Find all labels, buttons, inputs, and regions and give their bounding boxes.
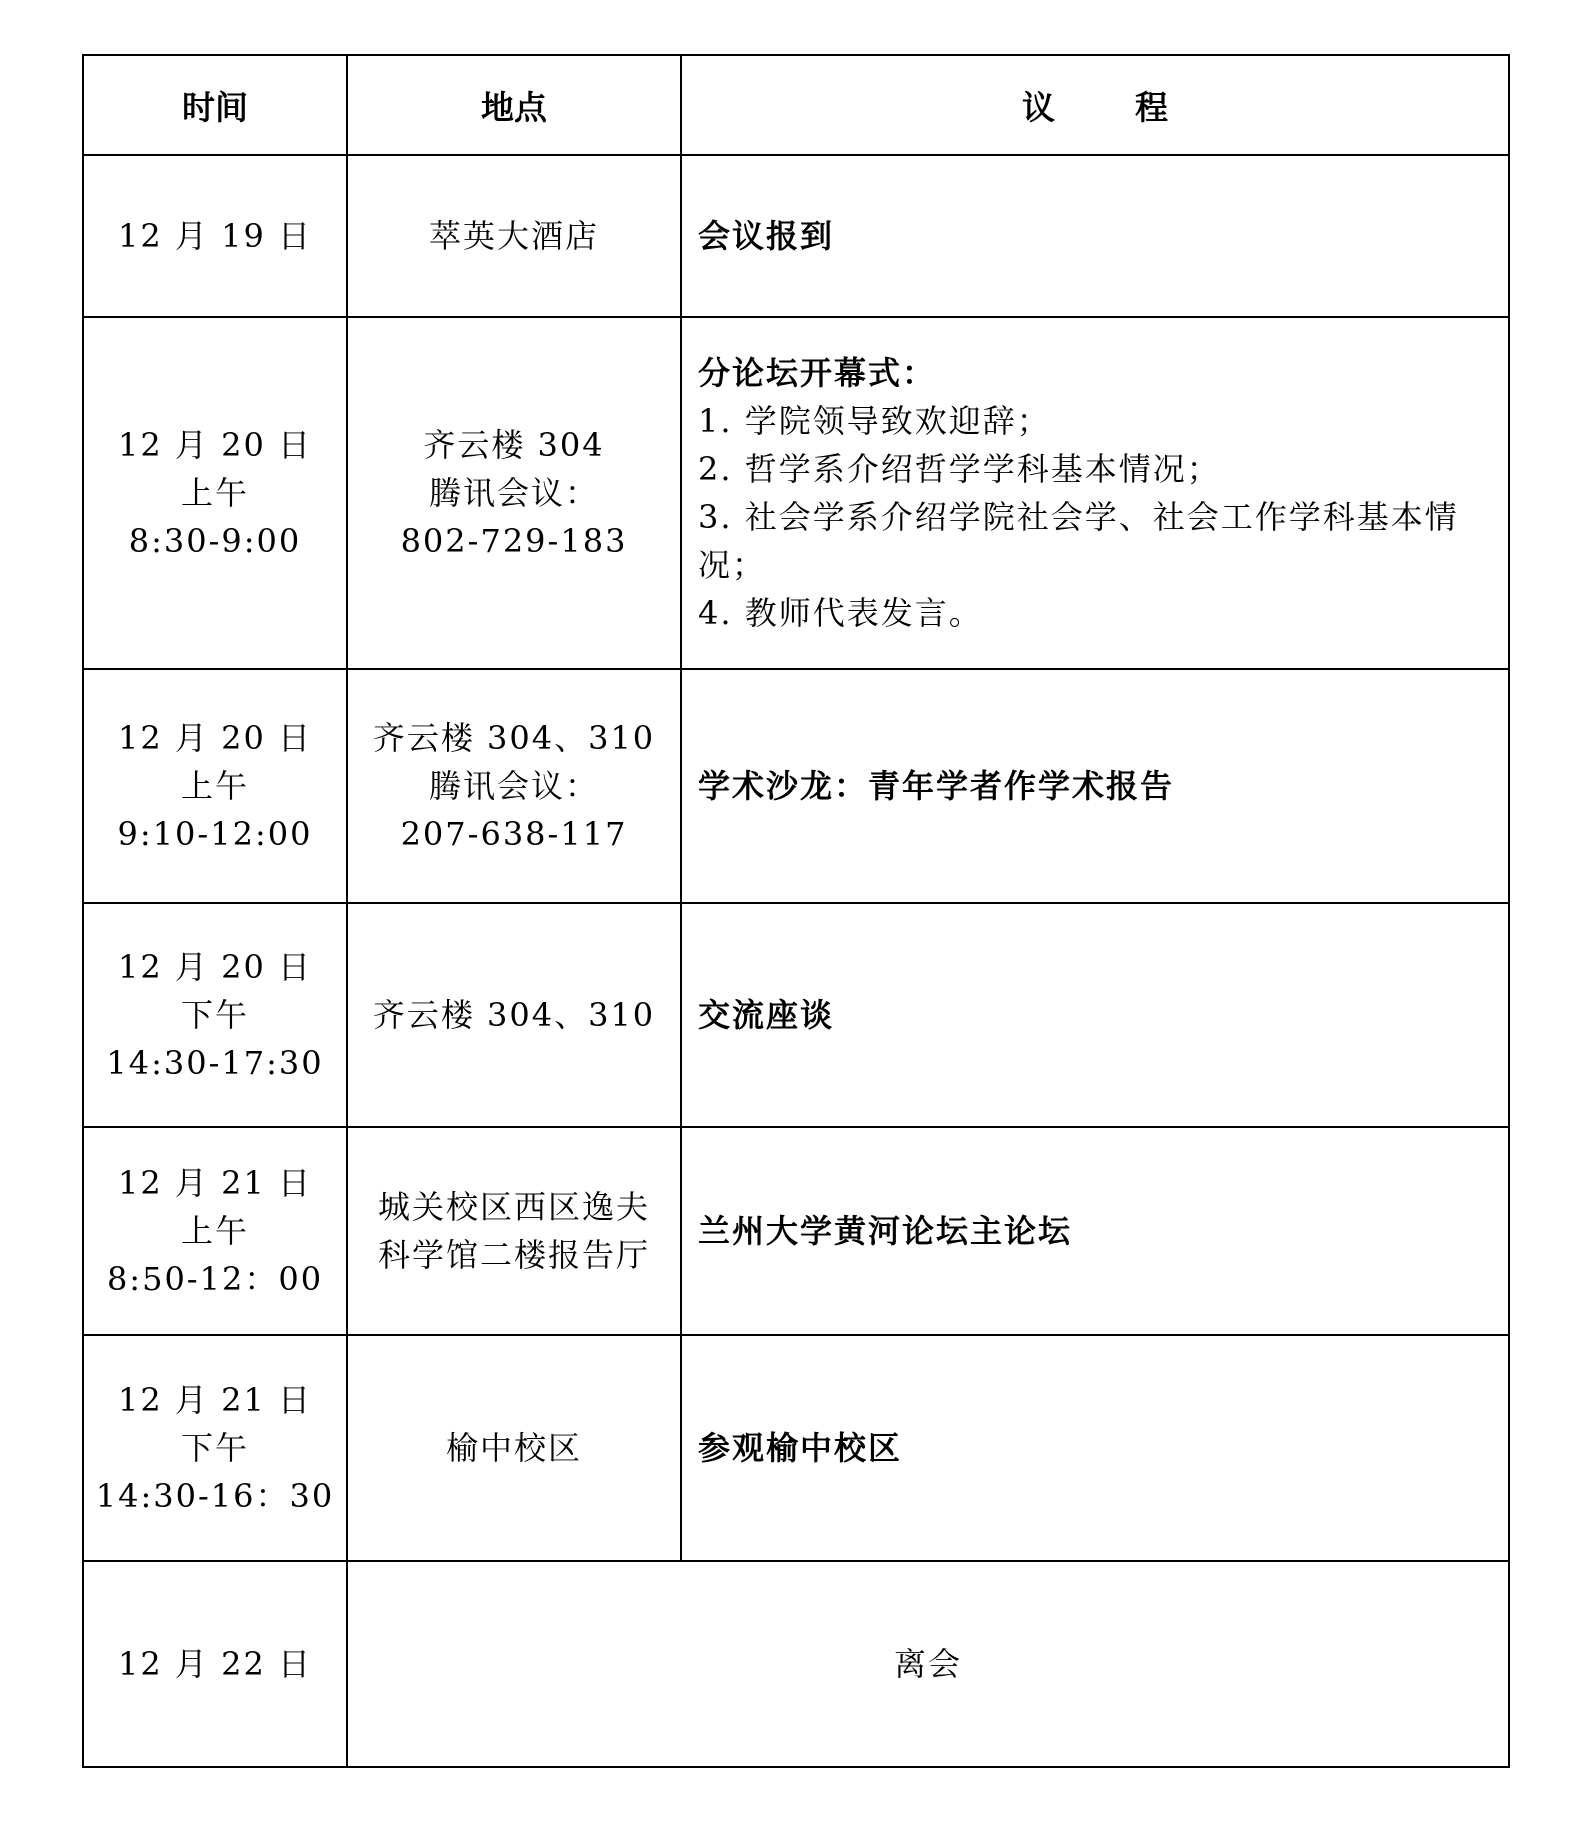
place-cell xyxy=(347,1127,681,1335)
time-line: 下午 xyxy=(180,996,249,1034)
place-line: 城关校区西区逸夫 xyxy=(377,1188,650,1226)
time-cell xyxy=(83,155,347,317)
place-line: 207-638-117 xyxy=(400,815,628,853)
time-line: 14:30-17:30 xyxy=(106,1044,324,1082)
agenda-item: 3. 社会学系介绍学院社会学、社会工作学科基本情况； xyxy=(698,498,1459,584)
agenda-title: 参观榆中校区 xyxy=(698,1429,903,1467)
place-line: 榆中校区 xyxy=(445,1429,582,1467)
header-place: 地点 xyxy=(347,55,681,155)
time-line: 上午 xyxy=(180,474,249,512)
time-line: 8:50-12：00 xyxy=(106,1260,324,1298)
time-cell xyxy=(83,669,347,903)
time-cell xyxy=(83,903,347,1127)
place-line: 齐云楼 304 xyxy=(423,426,605,464)
agenda-item: 2. 哲学系介绍哲学学科基本情况； xyxy=(698,450,1221,488)
agenda-cell xyxy=(681,317,1509,669)
place-cell xyxy=(347,155,681,317)
header-agenda xyxy=(681,55,1509,155)
place-line: 齐云楼 304、310 xyxy=(372,719,656,757)
agenda-title: 会议报到 xyxy=(698,217,835,255)
table-row xyxy=(83,1127,1509,1335)
time-line: 12 月 22 日 xyxy=(118,1645,312,1683)
agenda-cell xyxy=(681,903,1509,1127)
time-cell xyxy=(83,317,347,669)
agenda-title: 兰州大学黄河论坛主论坛 xyxy=(698,1212,1073,1250)
header-time: 时间 xyxy=(83,55,347,155)
place-line: 腾讯会议： xyxy=(428,767,599,805)
agenda-title: 分论坛开幕式： xyxy=(698,354,937,392)
time-line: 12 月 20 日 xyxy=(118,948,312,986)
table-row xyxy=(83,155,1509,317)
agenda-item: 1. 学院领导致欢迎辞； xyxy=(698,402,1051,440)
time-cell xyxy=(83,1335,347,1561)
agenda-cell xyxy=(681,1335,1509,1561)
header-agenda-left: 议 xyxy=(1022,87,1055,127)
table-row xyxy=(83,1561,1509,1767)
time-line: 12 月 21 日 xyxy=(118,1164,312,1202)
table-row xyxy=(83,669,1509,903)
time-line: 上午 xyxy=(180,1212,249,1250)
agenda-title: 离会 xyxy=(893,1645,962,1683)
time-cell xyxy=(83,1561,347,1767)
time-line: 14:30-16：30 xyxy=(95,1477,335,1515)
place-line: 802-729-183 xyxy=(400,522,628,560)
agenda-table xyxy=(82,54,1510,1768)
place-line: 萃英大酒店 xyxy=(428,217,599,255)
agenda-title: 交流座谈 xyxy=(698,996,835,1034)
place-line: 科学馆二楼报告厅 xyxy=(377,1236,650,1274)
agenda-cell xyxy=(681,1127,1509,1335)
place-line: 齐云楼 304、310 xyxy=(372,996,656,1034)
agenda-cell xyxy=(681,155,1509,317)
time-line: 上午 xyxy=(180,767,249,805)
table-row xyxy=(83,903,1509,1127)
time-line: 9:10-12:00 xyxy=(117,815,313,853)
table-row xyxy=(83,1335,1509,1561)
agenda-cell xyxy=(681,669,1509,903)
time-line: 8:30-9:00 xyxy=(128,522,302,560)
place-cell xyxy=(347,317,681,669)
time-line: 12 月 20 日 xyxy=(118,426,312,464)
place-cell xyxy=(347,669,681,903)
header-agenda-right: 程 xyxy=(1135,87,1168,127)
time-line: 12 月 20 日 xyxy=(118,719,312,757)
place-cell xyxy=(347,1335,681,1561)
agenda-item: 4. 教师代表发言。 xyxy=(698,594,983,632)
place-line: 腾讯会议： xyxy=(428,474,599,512)
place-cell xyxy=(347,903,681,1127)
header-row xyxy=(83,55,1509,155)
time-line: 12 月 19 日 xyxy=(118,217,312,255)
time-cell xyxy=(83,1127,347,1335)
table-row xyxy=(83,317,1509,669)
time-line: 12 月 21 日 xyxy=(118,1381,312,1419)
agenda-title: 学术沙龙：青年学者作学术报告 xyxy=(698,767,1175,805)
time-line: 下午 xyxy=(180,1429,249,1467)
agenda-merged-cell xyxy=(347,1561,1509,1767)
